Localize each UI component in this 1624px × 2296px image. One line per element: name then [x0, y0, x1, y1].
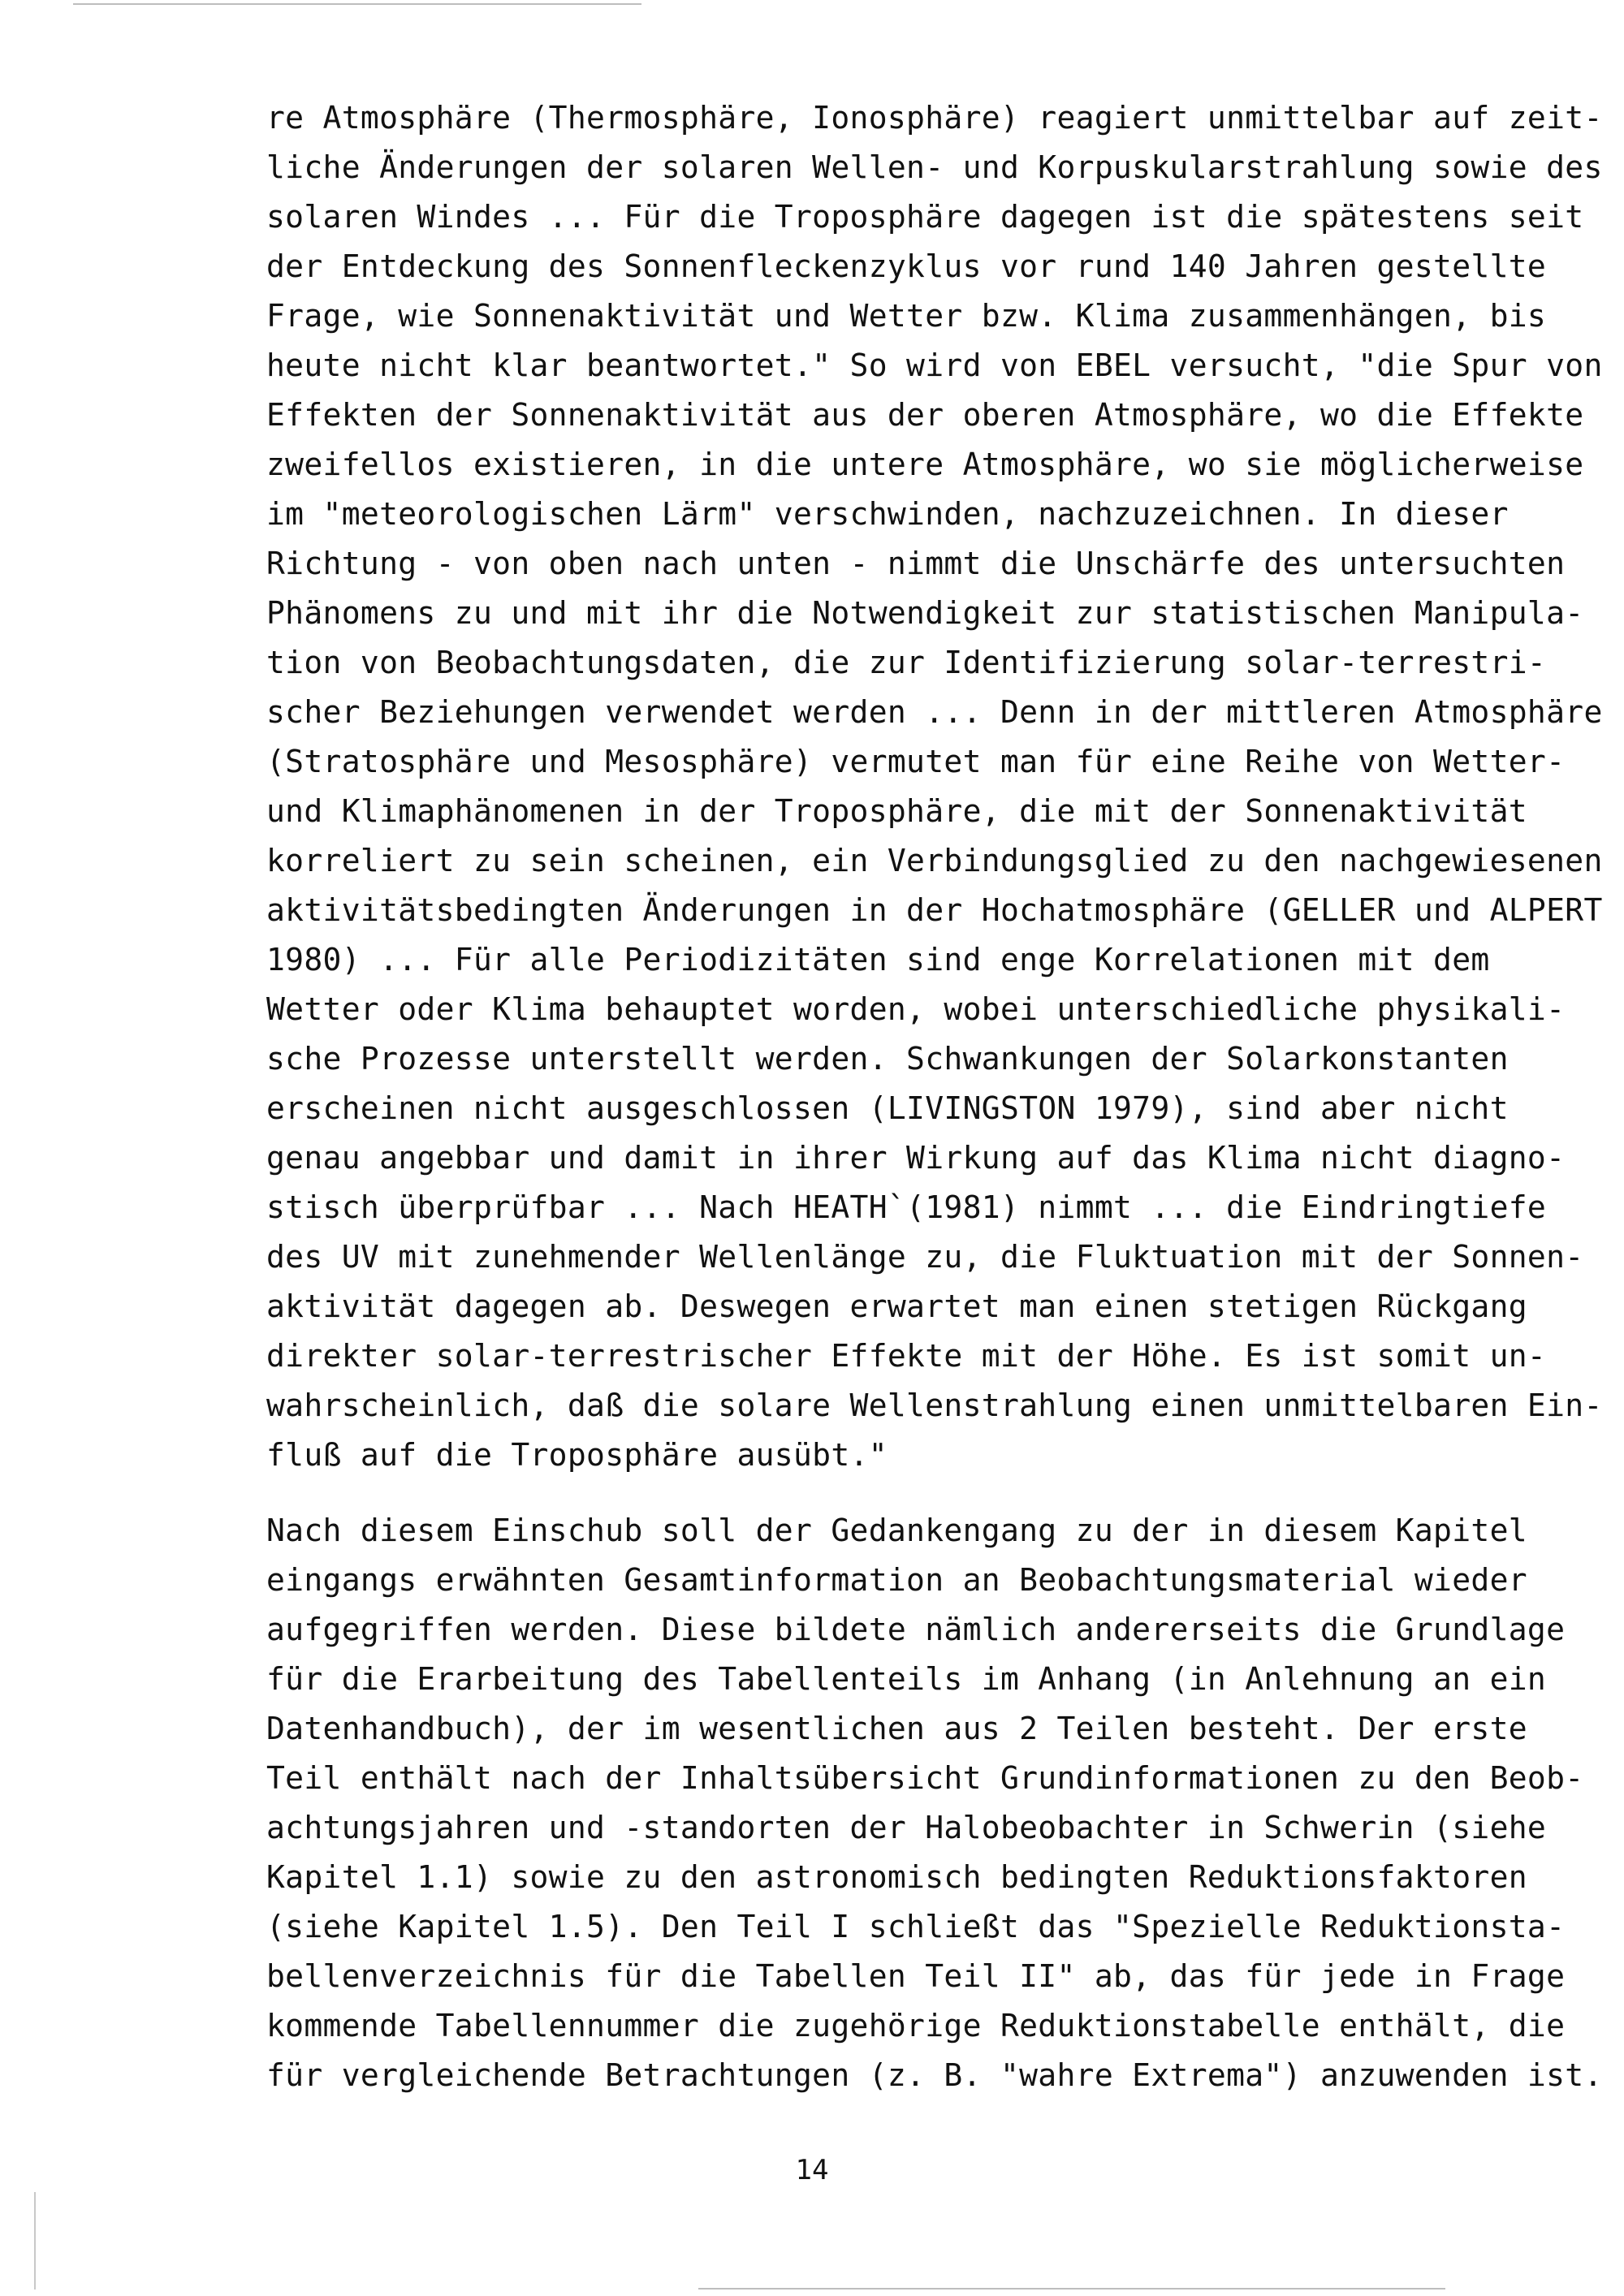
text-line: fluß auf die Troposphäre ausübt."	[266, 1437, 888, 1473]
text-line: 1980) ... Für alle Periodizitäten sind enge Korrelationen mit dem	[266, 942, 1490, 978]
text-line: aktivitätsbedingten Änderungen in der Hochatmosphäre (GELLER und ALPERT	[266, 892, 1603, 928]
text-line: Nach diesem Einschub soll der Gedankengang zu der in diesem Kapitel	[266, 1513, 1527, 1548]
text-line: stisch überprüfbar ... Nach HEATH`(1981) nimmt ... die Eindringtiefe	[266, 1189, 1547, 1225]
text-line: sche Prozesse unterstellt werden. Schwankungen der Solarkonstanten	[266, 1041, 1509, 1077]
text-line: Kapitel 1.1) sowie zu den astronomisch bedingten Reduktionsfaktoren	[266, 1859, 1527, 1895]
text-line: Wetter oder Klima behauptet worden, wobei unterschiedliche physikali-	[266, 991, 1566, 1027]
text-line: Phänomens zu und mit ihr die Notwendigkeit zur statistischen Manipula-	[266, 595, 1584, 631]
text-line: Effekten der Sonnenaktivität aus der oberen Atmosphäre, wo die Effekte	[266, 397, 1584, 433]
text-line: liche Änderungen der solaren Wellen- und Korpuskularstrahlung sowie des	[266, 149, 1603, 185]
page-number: 14	[795, 2154, 829, 2186]
text-line: im "meteorologischen Lärm" verschwinden, nachzuzeichnen. In dieser	[266, 496, 1509, 532]
text-line: wahrscheinlich, daß die solare Wellenstrahlung einen unmittelbaren Ein-	[266, 1388, 1603, 1423]
text-line: korreliert zu sein scheinen, ein Verbindungsglied zu den nachgewiesenen	[266, 843, 1603, 878]
text-line: aktivität dagegen ab. Deswegen erwartet man einen stetigen Rückgang	[266, 1288, 1527, 1324]
bottom-scan-rule	[698, 2288, 1445, 2290]
text-line: des UV mit zunehmender Wellenlänge zu, die Fluktuation mit der Sonnen-	[266, 1239, 1584, 1275]
text-line: erscheinen nicht ausgeschlossen (LIVINGSTON 1979), sind aber nicht	[266, 1090, 1509, 1126]
text-line: Frage, wie Sonnenaktivität und Wetter bzw. Klima zusammenhängen, bis	[266, 298, 1547, 334]
text-line: für vergleichende Betrachtungen (z. B. "wahre Extrema") anzuwenden ist.	[266, 2057, 1603, 2093]
text-line: Teil enthält nach der Inhaltsübersicht Grundinformationen zu den Beob-	[266, 1760, 1584, 1796]
text-line: eingangs erwähnten Gesamtinformation an Beobachtungsmaterial wieder	[266, 1562, 1527, 1598]
text-line: Datenhandbuch), der im wesentlichen aus 2 Teilen besteht. Der erste	[266, 1711, 1527, 1746]
text-line: achtungsjahren und -standorten der Halobeobachter in Schwerin (siehe	[266, 1810, 1547, 1845]
text-line: der Entdeckung des Sonnenfleckenzyklus vor rund 140 Jahren gestellte	[266, 248, 1547, 284]
paragraph-2	[266, 1506, 1603, 2100]
text-line: heute nicht klar beantwortet." So wird von EBEL versucht, "die Spur von	[266, 347, 1603, 383]
text-line: (siehe Kapitel 1.5). Den Teil I schließt das "Spezielle Reduktionsta-	[266, 1909, 1566, 1944]
text-line: scher Beziehungen verwendet werden ... Denn in der mittleren Atmosphäre	[266, 694, 1603, 730]
text-line: genau angebbar und damit in ihrer Wirkung auf das Klima nicht diagno-	[266, 1140, 1566, 1176]
text-line: bellenverzeichnis für die Tabellen Teil II" ab, das für jede in Frage	[266, 1958, 1566, 1994]
text-line: für die Erarbeitung des Tabellenteils im Anhang (in Anlehnung an ein	[266, 1661, 1547, 1697]
text-line: kommende Tabellennummer die zugehörige Reduktionstabelle enthält, die	[266, 2008, 1566, 2044]
paragraph-1	[266, 93, 1603, 1480]
top-scan-rule	[73, 3, 641, 5]
text-line: solaren Windes ... Für die Troposphäre dagegen ist die spätestens seit	[266, 199, 1584, 235]
text-line: (Stratosphäre und Mesosphäre) vermutet man für eine Reihe von Wetter-	[266, 744, 1566, 779]
left-scan-margin-rule	[34, 2192, 36, 2290]
text-line: Richtung - von oben nach unten - nimmt die Unschärfe des untersuchten	[266, 546, 1566, 581]
text-line: direkter solar-terrestrischer Effekte mit der Höhe. Es ist somit un-	[266, 1338, 1547, 1374]
text-line: tion von Beobachtungsdaten, die zur Identifizierung solar-terrestri-	[266, 645, 1547, 680]
text-line: zweifellos existieren, in die untere Atmosphäre, wo sie möglicherweise	[266, 447, 1584, 482]
text-line: re Atmosphäre (Thermosphäre, Ionosphäre) reagiert unmittelbar auf zeit-	[266, 100, 1603, 136]
text-line: aufgegriffen werden. Diese bildete nämlich andererseits die Grundlage	[266, 1612, 1566, 1647]
text-line: und Klimaphänomenen in der Troposphäre, die mit der Sonnenaktivität	[266, 793, 1527, 829]
